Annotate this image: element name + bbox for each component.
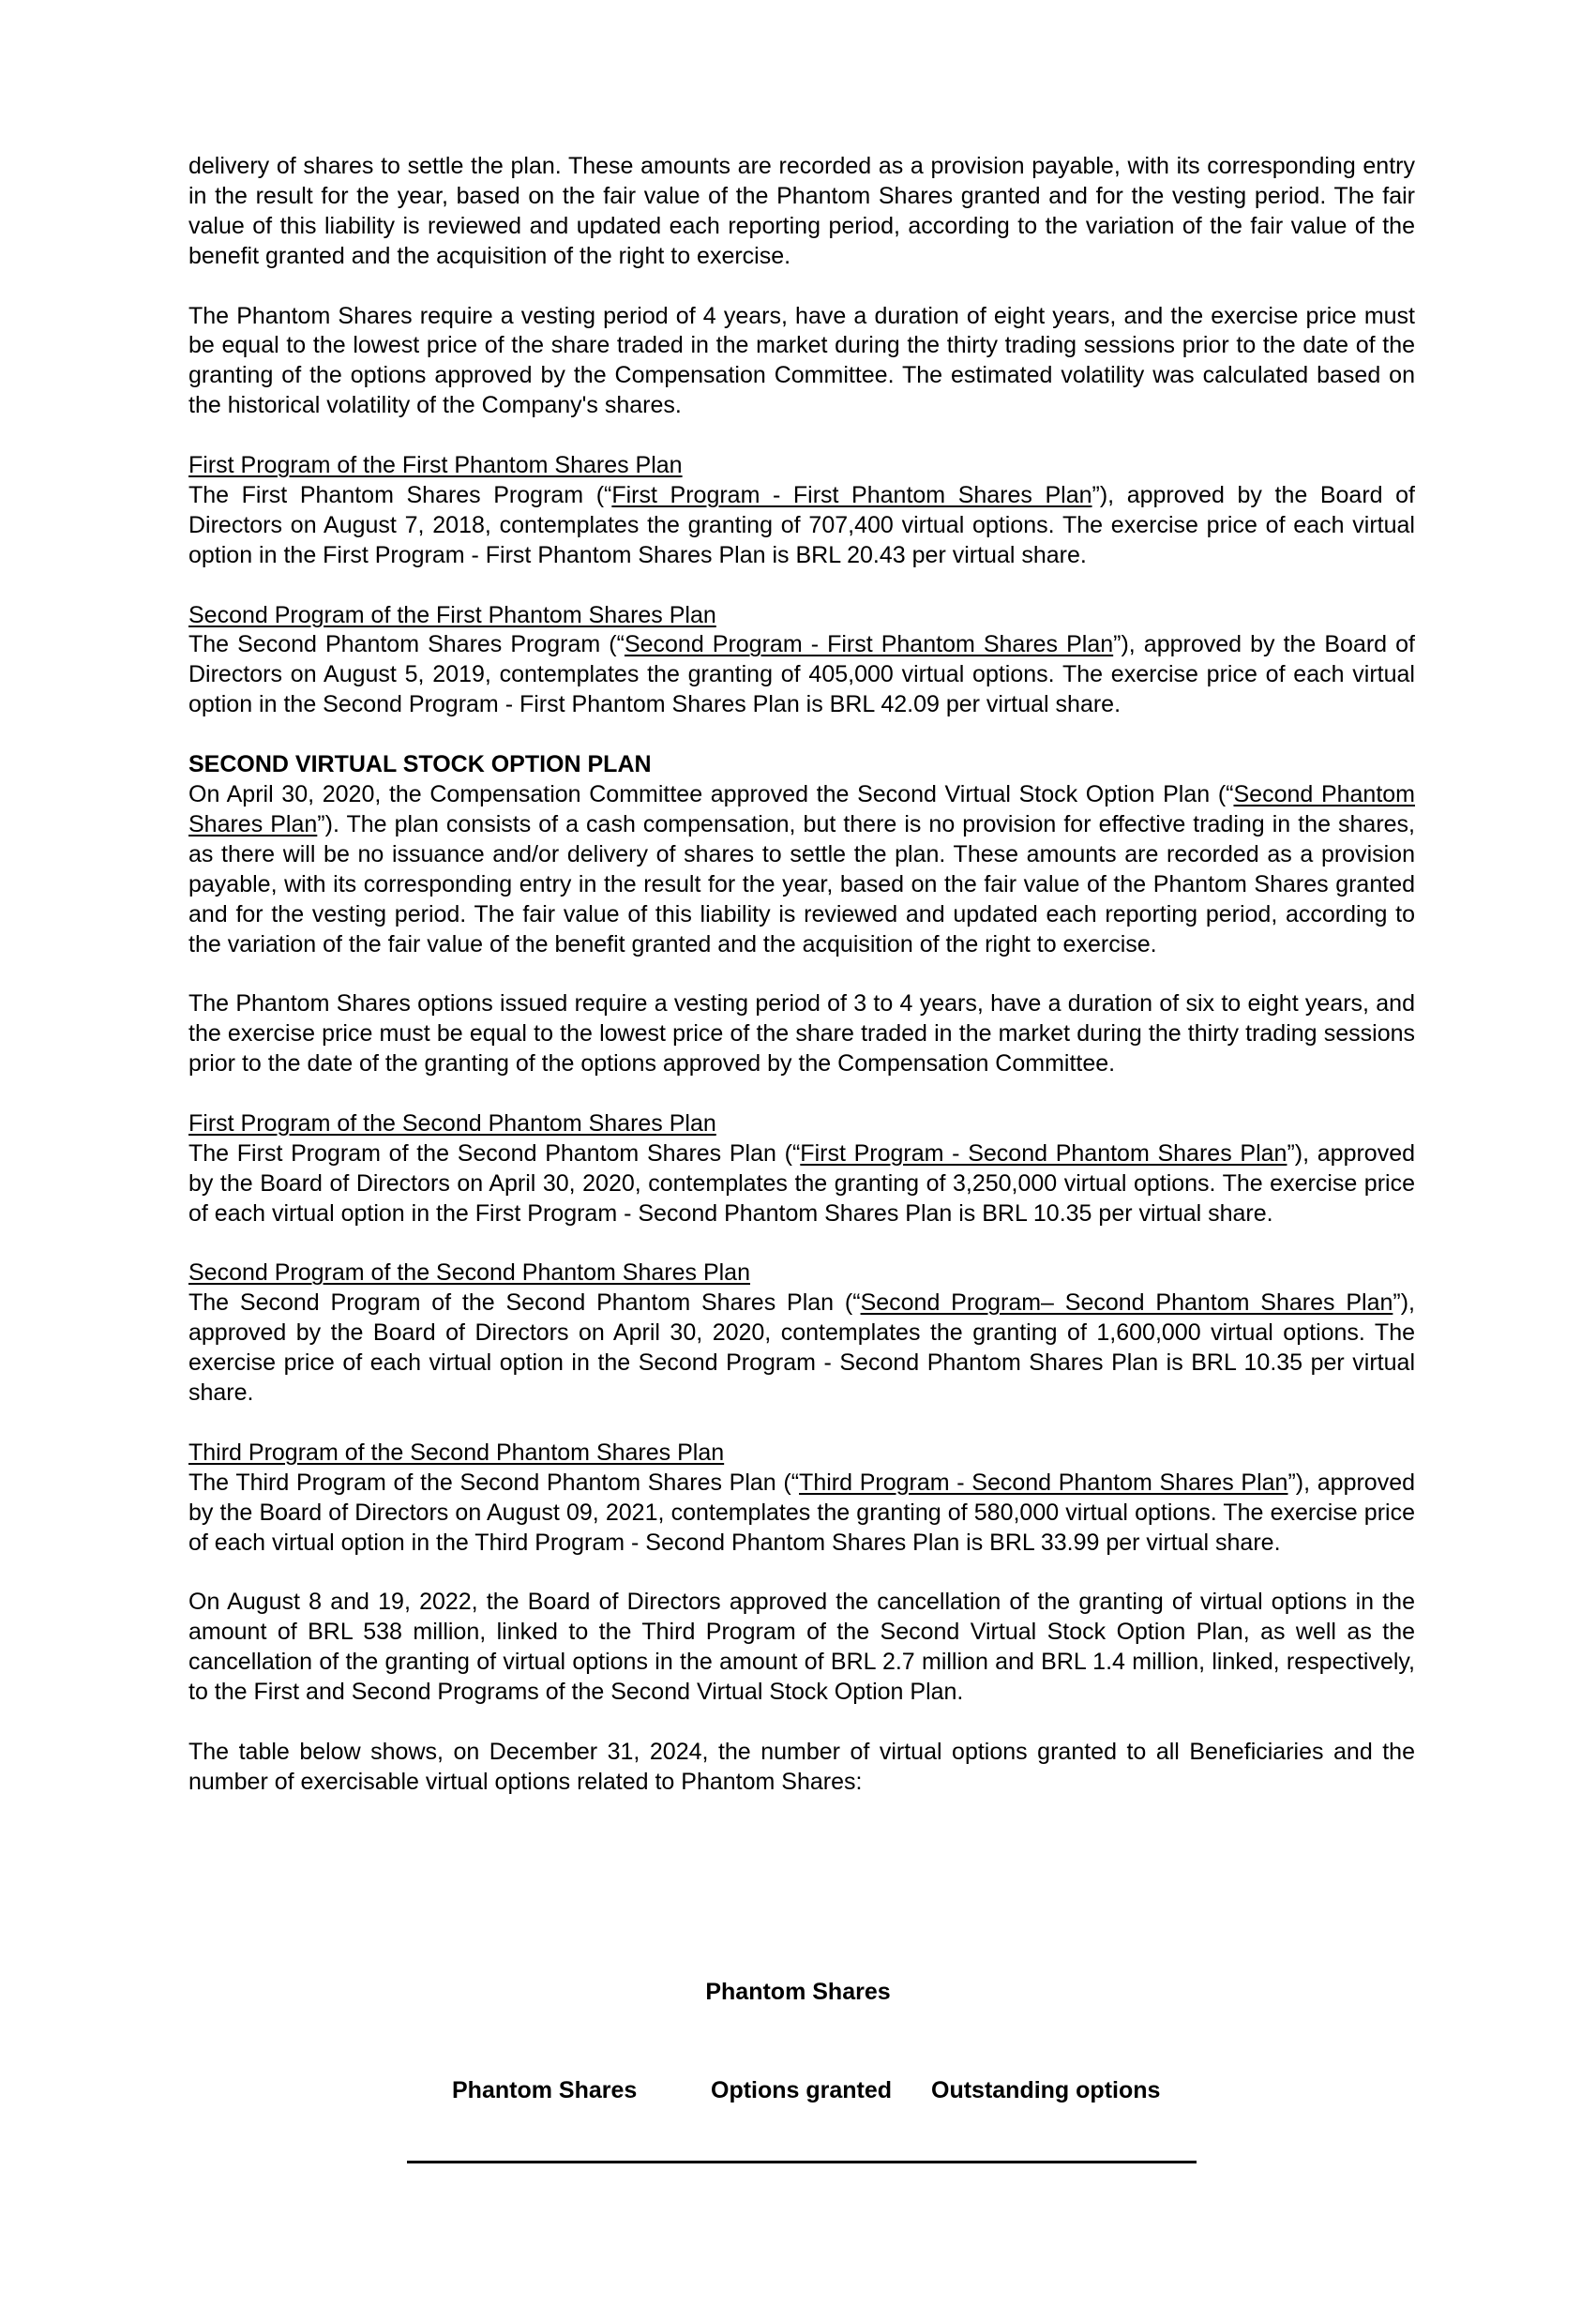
table-title: Phantom Shares <box>705 1979 891 2005</box>
term-second-phantom-shares-plan: Second Phantom Shares Plan <box>188 780 1415 837</box>
paragraph-plan1-vesting: The Phantom Shares require a vesting period of 4 years, have a duration of eight years, and the exercise price must be equal to the lowest price of the share traded in the market during the thirty trading sessions prior to the date of the granting of the options approved by the Compensation Committee. The estimated volatility was calculated based on the historical volatility of the Company's shares. <box>188 302 1415 419</box>
heading-first-program-first-plan: First Program of the First Phantom Shares Plan <box>188 452 683 479</box>
section-third-program-second-plan: Third Program of the Second Phantom Shares Plan The Third Program of the Second Phantom Shares Plan (“Third Program - Second Phantom Shares Plan”), approved by the Board of Directors on August 09, 2021, contemplates the granting of 580,000 virtual options. The exercise price of each virtual option in the Third Program - Second Phantom Shares Plan is BRL 33.99 per virtual share. <box>188 1439 1416 1556</box>
heading-second-virtual-stock-option-plan: SECOND VIRTUAL STOCK OPTION PLAN <box>188 751 652 778</box>
column-header-options-granted: Options granted <box>711 2077 893 2103</box>
term-first-program-second-plan: First Program - Second Phantom Shares Plan <box>800 1139 1287 1167</box>
paragraph-plan2-vesting: The Phantom Shares options issued require a vesting period of 3 to 4 years, have a duration of six to eight years, and the exercise price must be equal to the lowest price of the share traded in the market during the thirty trading sessions prior to the date of the granting of the options approved by the Compensation Committee. <box>188 990 1415 1078</box>
section-second-program-second-plan: Second Program of the Second Phantom Shares Plan The Second Program of the Second Phantom Shares Plan (“Second Program– Second Phantom Shares Plan”), approved by the Board of Directors on April 30, 2020, contemplates the granting of 1,600,000 virtual options. The exercise price of each virtual option in the Second Program - Second Phantom Shares Plan is BRL 10.35 per virtual share. <box>188 1259 1415 1407</box>
heading-third-program-second-plan: Third Program of the Second Phantom Shares Plan <box>188 1439 725 1466</box>
term-second-program-first-plan: Second Program - First Phantom Shares Plan <box>624 631 1114 658</box>
term-third-program-second-plan: Third Program - Second Phantom Shares Plan <box>799 1469 1288 1496</box>
column-header-outstanding-options: Outstanding options <box>931 2077 1161 2103</box>
section-second-program-first-plan: Second Program of the First Phantom Shares Plan The Second Phantom Shares Program (“Second Program - First Phantom Shares Plan”), approved by the Board of Directors on August 5, 2019, contemplates the granting of 405,000 virtual options. The exercise price of each virtual option in the Second Program - First Phantom Shares Plan is BRL 42.09 per virtual share. <box>188 601 1415 718</box>
column-header-phantom-shares: Phantom Shares <box>452 2077 638 2103</box>
term-second-program-second-plan: Second Program– Second Phantom Shares Plan <box>860 1289 1393 1317</box>
paragraph-plan1-accounting: delivery of shares to settle the plan. These amounts are recorded as a provision payable, with its corresponding entry in the result for the year, based on the fair value of the Phantom Shares granted and for the vesting period. The fair value of this liability is reviewed and updated each reporting period, according to the variation of the fair value of the benefit granted and the acquisition of the right to exercise. <box>188 153 1415 269</box>
section-first-program-first-plan: First Program of the First Phantom Shares Plan The First Phantom Shares Program (“First Program - First Phantom Shares Plan”), approved by the Board of Directors on August 7, 2018, contemplates the granting of 707,400 virtual options. The exercise price of each virtual option in the First Program - First Phantom Shares Plan is BRL 20.43 per virtual share. <box>188 452 1415 568</box>
heading-first-program-second-plan: First Program of the Second Phantom Shares Plan <box>188 1109 716 1137</box>
paragraph-cancellation: On August 8 and 19, 2022, the Board of Directors approved the cancellation of the granting of virtual options in the amount of BRL 538 million, linked to the Third Program of the Second Virtual Stock Option Plan, as well as the cancellation of the granting of virtual options in the amount of BRL 2.7 million and BRL 1.4 million, linked, respectively, to the First and Second Programs of the Second Virtual Stock Option Plan. <box>188 1589 1415 1706</box>
heading-second-program-second-plan: Second Program of the Second Phantom Shares Plan <box>188 1259 750 1287</box>
heading-second-program-first-plan: Second Program of the First Phantom Shares Plan <box>188 601 716 628</box>
document-body <box>188 152 1415 1798</box>
section-first-program-second-plan: First Program of the Second Phantom Shares Plan The First Program of the Second Phantom Shares Plan (“First Program - Second Phantom Shares Plan”), approved by the Board of Directors on April 30, 2020, contemplates the granting of 3,250,000 virtual options. The exercise price of each virtual option in the First Program - Second Phantom Shares Plan is BRL 10.35 per virtual share. <box>188 1109 1416 1227</box>
section-second-plan: SECOND VIRTUAL STOCK OPTION PLAN On April 30, 2020, the Compensation Committee approved the Second Virtual Stock Option Plan (“Second Phantom Shares Plan”). The plan consists of a cash compensation, but there is no provision for effective trading in the shares, as there will be no issuance and/or delivery of shares to settle the plan. These amounts are recorded as a provision payable, with its corresponding entry in the result for the year, based on the fair value of the Phantom Shares granted and for the vesting period. The fair value of this liability is reviewed and updated each reporting period, according to the variation of the fair value of the benefit granted and the acquisition of the right to exercise. <box>188 751 1415 957</box>
term-first-program-first-plan: First Program - First Phantom Shares Plan <box>611 481 1092 508</box>
paragraph-table-intro: The table below shows, on December 31, 2024, the number of virtual options granted to all Beneficiaries and the number of exercisable virtual options related to Phantom Shares: <box>188 1738 1415 1795</box>
table-header-rule <box>407 2161 1197 2163</box>
